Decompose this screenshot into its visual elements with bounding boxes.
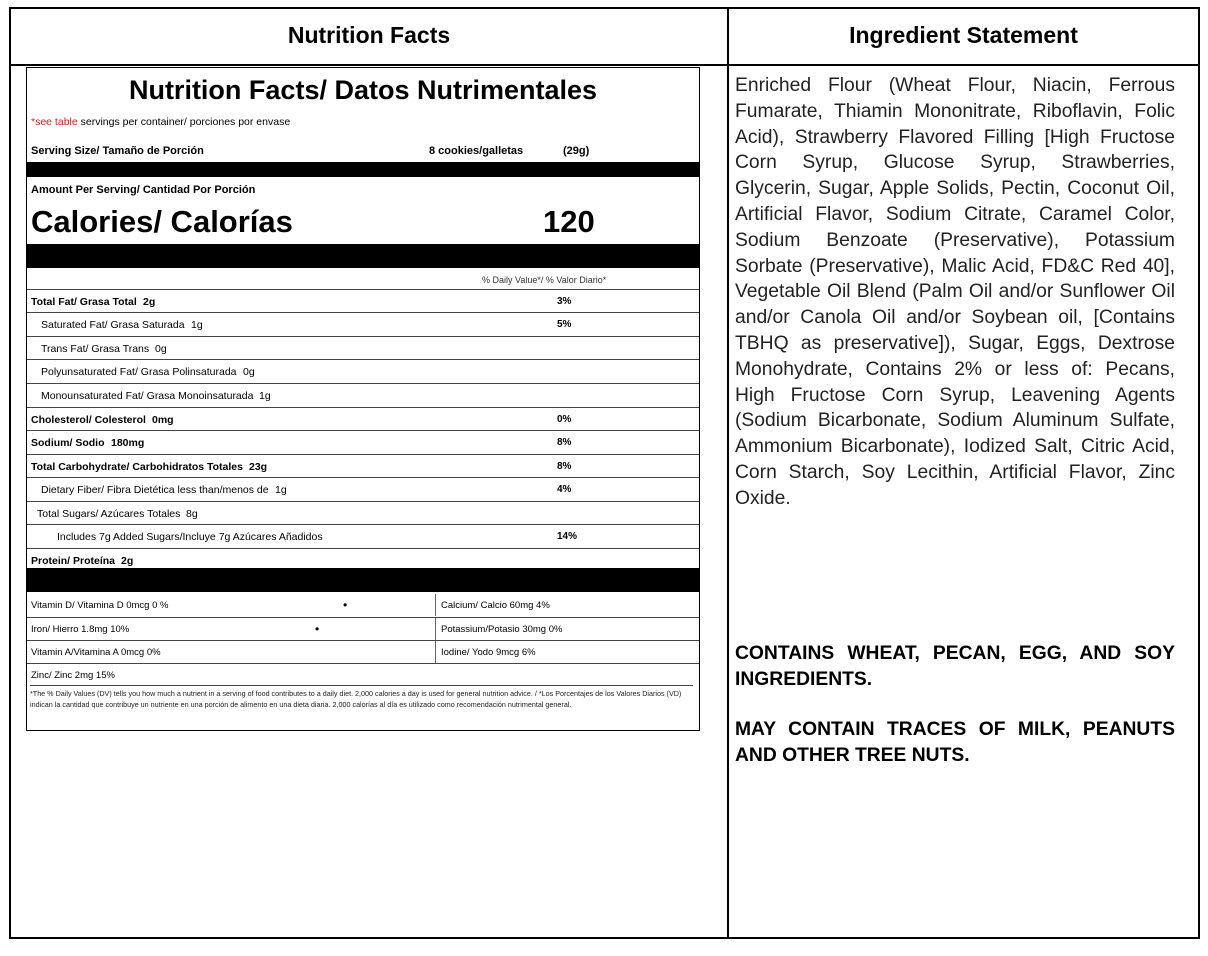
nutrient-row: [27, 407, 699, 431]
servings-per-container: [31, 116, 699, 128]
ingredient-statement-header: Ingredient Statement: [849, 22, 1078, 48]
nutrient-name: Sodium/ Sodio: [31, 437, 105, 449]
vitamin-left: Zinc/ Zinc 2mg 15%: [31, 670, 115, 681]
column-divider: [727, 9, 729, 937]
vitamin-row: [27, 663, 699, 686]
nutrient-name: Dietary Fiber/ Fibra Dietética less than/menos de: [41, 484, 269, 496]
nutrient-row: [27, 336, 699, 360]
nutrient-amount: 8g: [186, 508, 198, 520]
nutrient-name: Saturated Fat/ Grasa Saturada: [41, 319, 185, 331]
nutrient-row: [27, 312, 699, 336]
serving-size-row: [31, 145, 699, 157]
vitamin-left: Vitamin D/ Vitamina D 0mcg 0 %: [31, 600, 169, 611]
daily-value-header: % Daily Value*/ % Valor Diario*: [482, 275, 607, 285]
nutrient-daily-value: 3%: [557, 296, 572, 307]
nutrient-daily-value: 5%: [557, 319, 572, 330]
nutrient-amount: 0g: [243, 366, 255, 378]
nutrient-name: Includes 7g Added Sugars/Incluye 7g Azúcares Añadidos: [57, 531, 323, 543]
nutrient-name: Protein/ Proteína: [31, 555, 116, 567]
nutrient-daily-value: 14%: [557, 531, 578, 542]
thick-divider-3: [27, 568, 699, 592]
nutrient-amount: 180mg: [111, 437, 145, 449]
nutrient-name: Monounsaturated Fat/ Grasa Monoinsaturada: [41, 390, 254, 402]
nutrient-name: Polyunsaturated Fat/ Grasa Polinsaturada: [41, 366, 237, 378]
vitamin-right: Potassium/Potasio 30mg 0%: [441, 624, 563, 635]
nutrient-amount: 0mg: [152, 414, 174, 426]
vitamin-row: [27, 617, 699, 640]
separator-dot: •: [343, 598, 348, 612]
ingredient-text: Enriched Flour (Wheat Flour, Niacin, Ferrous Fumarate, Thiamin Mononitrate, Riboflavin, Folic Acid), Strawberry Flavored Filling [High Fructose Corn Syrup, Glucose Syrup, Strawberries, Glycerin, Sugar, Apple Solids, Pectin, Coconut Oil, Artificial Flavor, Sodium Citrate, Caramel Color, Sodium Benzoate (Preservative), Potassium Sorbate (Preservative), Malic Acid, FD&C Red 40], Vegetable Oil Blend (Palm Oil and/or Sunflower Oil and/or Canola Oil and/or Soybean oil, [Contains TBHQ as preservative]), Sugar, Eggs, Dextrose Monohydrate, Contains 2% or less of: Pecans, High Fructose Corn Syrup, Leavening Agents (Sodium Bicarbonate, Sodium Aluminum Sulfate, Ammonium Bicarbonate), Iodized Salt, Citric Acid, Corn Starch, Soy Lecithin, Artificial Flavor, Zinc Oxide.: [735, 75, 1175, 509]
vitamin-left: Vitamin A/Vitamina A 0mcg 0%: [31, 647, 161, 658]
nutrient-name: Total Sugars/ Azúcares Totales: [37, 508, 181, 520]
nutrient-amount: 2g: [121, 555, 134, 567]
nutrient-amount: 1g: [259, 390, 271, 402]
nutrient-name: Total Carbohydrate/ Carbohidratos Totales: [31, 461, 243, 473]
nutrient-amount: 1g: [275, 484, 287, 496]
nutrient-amount: 2g: [143, 296, 156, 308]
vitamin-row: [27, 594, 699, 616]
servings-asterisk: *see table: [31, 116, 78, 128]
nutrient-row: [27, 477, 699, 501]
nutrient-name: Trans Fat/ Grasa Trans: [41, 343, 150, 355]
nutrition-label: [26, 67, 700, 731]
amount-per-serving: Amount Per Serving/ Cantidad Por Porción: [31, 184, 256, 196]
separator-dot: •: [315, 622, 320, 636]
thick-divider-2: [27, 244, 699, 268]
nutrient-row: [27, 289, 699, 313]
nutrient-row: [27, 524, 699, 548]
daily-value-footnote: *The % Daily Values (DV) tells you how much a nutrient in a serving of food contributes to a daily diet. 2,000 calories a day is used for general nutrition advice. / *Los Porcentajes de los Valores Diarios (VD) indican la cantidad que contribuye un nutriente en una porción de alimento en una dieta diaria. 2,000 calorías al día es utilizado como recomendación nutrimental general.: [30, 685, 693, 710]
vitamin-column-separator: [435, 594, 436, 616]
allergen-contains: CONTAINS WHEAT, PECAN, EGG, AND SOY INGREDIENTS.: [735, 643, 1175, 690]
nutrient-amount: 1g: [191, 319, 203, 331]
vitamin-column-separator: [435, 641, 436, 663]
nutrient-row: [27, 501, 699, 525]
nutrient-daily-value: 8%: [557, 437, 572, 448]
allergen-may-contain: MAY CONTAIN TRACES OF MILK, PEANUTS AND OTHER TREE NUTS.: [735, 719, 1175, 766]
vitamin-column-separator: [435, 618, 436, 640]
nutrient-name: Cholesterol/ Colesterol: [31, 414, 146, 426]
nutrient-row: [27, 359, 699, 383]
nutrient-amount: 0g: [155, 343, 167, 355]
label-title: Nutrition Facts/ Datos Nutrimentales: [128, 75, 598, 105]
vitamin-left: Iron/ Hierro 1.8mg 10%: [31, 624, 130, 635]
nutrient-amount: 23g: [249, 461, 268, 473]
header-divider: [11, 64, 1198, 66]
nutrient-daily-value: 4%: [557, 484, 572, 495]
nutrition-facts-header: Nutrition Facts: [287, 22, 451, 48]
vitamin-right: Calcium/ Calcio 60mg 4%: [441, 600, 550, 611]
calories-label: Calories/ Calorías: [31, 204, 293, 239]
vitamin-row: [27, 640, 699, 663]
nutrient-row: [27, 383, 699, 407]
nutrient-name: Total Fat/ Grasa Total: [31, 296, 137, 308]
vitamin-right: Iodine/ Yodo 9mcg 6%: [441, 647, 536, 658]
nutrient-row: [27, 430, 699, 454]
nutrient-daily-value: 0%: [557, 414, 572, 425]
calories-value: 120: [543, 204, 595, 239]
nutrient-daily-value: 8%: [557, 461, 572, 472]
thick-divider-1: [27, 162, 699, 177]
nutrient-row: [27, 454, 699, 478]
servings-text: servings per container/ porciones por envase: [77, 116, 291, 128]
serving-size-grams: (29g): [563, 145, 590, 157]
serving-size-label: Serving Size/ Tamaño de Porción: [31, 145, 204, 157]
serving-size-value: 8 cookies/galletas: [429, 145, 524, 157]
